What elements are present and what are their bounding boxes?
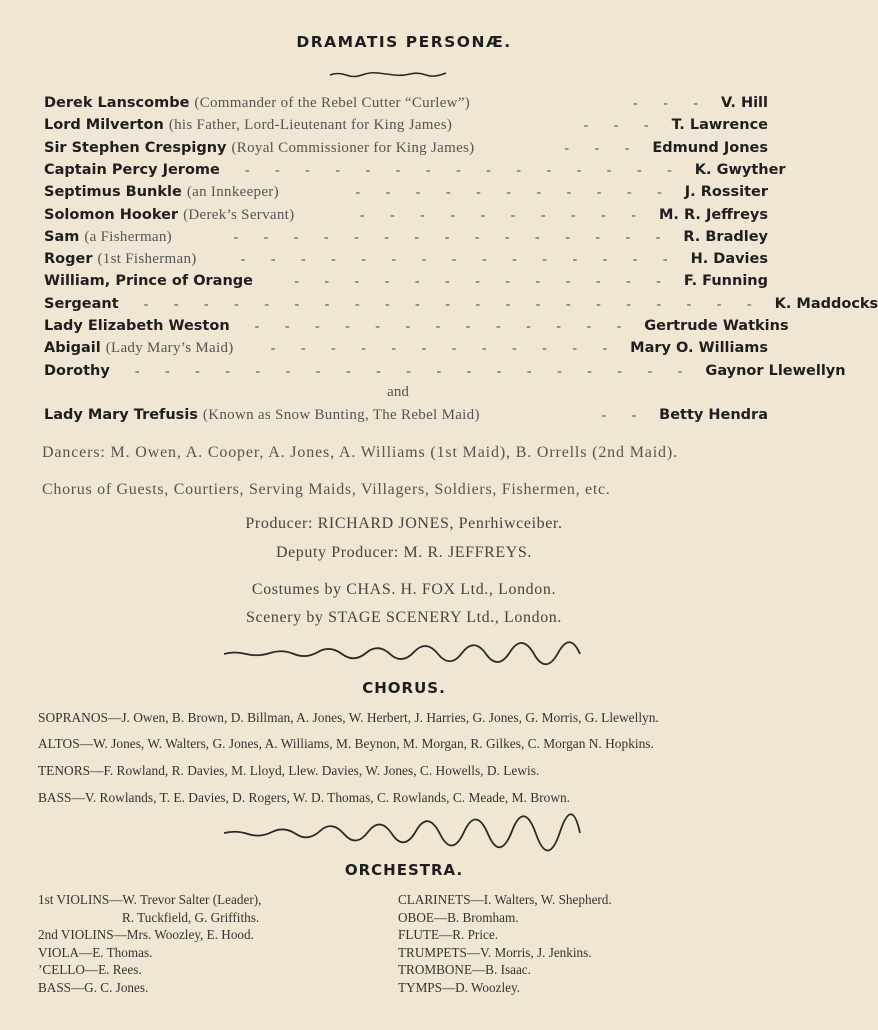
actor-name: Gaynor Llewellyn <box>705 362 846 379</box>
role-name: William, Prince of Orange <box>44 273 253 290</box>
actor-name: M. R. Jeffreys <box>658 206 768 223</box>
cast-row <box>44 140 768 162</box>
orchestra-line: ’CELLO—E. Rees. <box>38 962 142 978</box>
scenery-credit: Scenery by STAGE SCENERY Ltd., London. <box>245 609 563 626</box>
orchestra-left-column <box>38 891 261 997</box>
and-text: and <box>387 384 409 400</box>
dash-leader: - - - - - - - - - - - - - - - - - - - <box>134 363 694 379</box>
actor-name: J. Rossiter <box>684 184 768 201</box>
actor-name: K. Gwyther <box>694 161 786 178</box>
role-name: Septimus Bunkle <box>44 184 182 201</box>
dash-leader: - - - - - - - - - - - - - - - <box>233 229 672 245</box>
cast-row <box>44 229 768 251</box>
orchestra-heading: ORCHESTRA. <box>344 861 464 879</box>
role-description: (1st Fisherman) <box>97 251 197 268</box>
dash-leader: - - - - - - - - - - - - - <box>294 274 672 290</box>
ornament-divider-top <box>328 70 448 78</box>
role-name: Solomon Hooker <box>44 206 179 223</box>
role-name: Sergeant <box>44 295 119 312</box>
cast-row <box>44 207 768 229</box>
role-name: Derek Lanscombe <box>44 95 190 111</box>
role-name: Dorothy <box>44 362 110 379</box>
role-description: (Lady Mary’s Maid) <box>105 340 234 357</box>
orchestra-right-column <box>398 891 612 997</box>
actor-name: R. Bradley <box>683 228 768 245</box>
dash-leader: - - <box>601 408 648 423</box>
actor-name: F. Funning <box>683 273 768 290</box>
dash-leader: - - - - - - - - - - - - <box>270 341 619 357</box>
dancers-line: Dancers: M. Owen, A. Cooper, A. Jones, A. Williams (1st Maid), B. Orrells (2nd Maid). <box>42 444 678 461</box>
dash-leader: - - - <box>564 140 641 156</box>
producer-credit: Producer: RICHARD JONES, Penrhiwceiber. <box>245 515 563 532</box>
role-description: (Royal Commissioner for King James) <box>231 139 475 156</box>
bass-line: BASS—V. Rowlands, T. E. Davies, D. Rogers, W. D. Thomas, C. Rowlands, C. Meade, M. Brown. <box>38 790 571 805</box>
ornament-divider-middle <box>222 648 582 658</box>
actor-name: K. Maddocks <box>774 295 878 312</box>
cast-row <box>44 161 786 184</box>
cast-row <box>44 251 768 273</box>
orchestra-line: R. Tuckfield, G. Griffiths. <box>122 909 260 925</box>
dash-leader: - - - - - - - - - - - <box>355 185 673 201</box>
role-description: (his Father, Lord-Lieutenant for King James) <box>168 117 453 134</box>
cast-row <box>44 273 768 295</box>
actor-name: Mary O. Williams <box>630 340 768 357</box>
dash-leader: - - - - - - - - - - - - - - - <box>240 252 679 268</box>
orchestra-line: OBOE—B. Bromham. <box>398 909 519 925</box>
role-name: Lady Elizabeth Weston <box>44 318 230 334</box>
dash-leader: - - - - - - - - - - - - - - - - - - - - - <box>143 296 763 312</box>
role-description: (a Fisherman) <box>84 228 172 245</box>
orchestra-line: TROMBONE—B. Isaac. <box>398 962 531 978</box>
role-name: Captain Percy Jerome <box>44 161 220 178</box>
actor-name: Edmund Jones <box>652 139 768 156</box>
deputy-producer-credit: Deputy Producer: M. R. JEFFREYS. <box>275 544 533 561</box>
orchestra-line: VIOLA—E. Thomas. <box>38 944 153 960</box>
cast-row <box>44 318 789 340</box>
dash-leader: - - - <box>583 118 660 134</box>
role-name: Lord Milverton <box>44 117 164 134</box>
actor-name: H. Davies <box>690 251 768 268</box>
role-description: (Known as Snow Bunting, The Rebel Maid) <box>202 407 480 423</box>
orchestra-line: 1st VIOLINS—W. Trevor Salter (Leader), <box>38 892 262 907</box>
role-name: Lady Mary Trefusis <box>44 407 198 423</box>
lead-cast-row <box>44 407 768 429</box>
costumes-credit: Costumes by CHAS. H. FOX Ltd., London. <box>251 581 557 598</box>
cast-row <box>44 117 768 139</box>
dash-leader: - - - <box>633 96 710 111</box>
cast-row <box>44 340 768 362</box>
dash-leader: - - - - - - - - - - <box>359 207 647 223</box>
actor-name: T. Lawrence <box>671 117 768 134</box>
chorus-of-line: Chorus of Guests, Courtiers, Serving Maids, Villagers, Soldiers, Fishermen, etc. <box>42 481 611 498</box>
orchestra-line: BASS—G. C. Jones. <box>38 979 149 995</box>
sopranos-line: SOPRANOS—J. Owen, B. Brown, D. Billman, A. Jones, W. Herbert, J. Harries, G. Jones, G. Morris, G. Llewellyn. <box>38 710 659 725</box>
cast-row <box>44 95 768 117</box>
actor-name: V. Hill <box>721 95 768 111</box>
role-description: (Derek’s Servant) <box>183 206 295 223</box>
altos-line: ALTOS—W. Jones, W. Walters, G. Jones, A. Williams, M. Beynon, M. Morgan, R. Gilkes, C. Morgan N. Hopkins. <box>38 736 654 751</box>
role-description: (an Innkeeper) <box>186 184 279 201</box>
page-title: DRAMATIS PERSONÆ. <box>296 33 512 51</box>
chorus-heading: CHORUS. <box>362 679 446 697</box>
tenors-line: TENORS—F. Rowland, R. Davies, M. Lloyd, Llew. Davies, W. Jones, C. Howells, D. Lewis. <box>38 763 540 778</box>
role-name: Sir Stephen Crespigny <box>44 139 227 156</box>
cast-row <box>44 362 846 385</box>
dash-leader: - - - - - - - - - - - - - <box>254 319 633 334</box>
orchestra-line: TRUMPETS—V. Morris, J. Jenkins. <box>398 944 592 960</box>
role-name: Abigail <box>44 340 101 357</box>
cast-row <box>44 184 768 206</box>
actor-name: Gertrude Watkins <box>644 318 789 334</box>
cast-row <box>44 295 878 318</box>
role-name: Sam <box>44 228 80 245</box>
orchestra-line: CLARINETS—I. Walters, W. Shepherd. <box>398 892 612 907</box>
orchestra-line: FLUTE—R. Price. <box>398 927 498 943</box>
role-description: (Commander of the Rebel Cutter “Curlew”) <box>194 95 471 111</box>
orchestra-line: TYMPS—D. Woozley. <box>398 979 521 995</box>
actor-name: Betty Hendra <box>659 407 768 423</box>
orchestra-line: 2nd VIOLINS—Mrs. Woozley, E. Hood. <box>38 927 254 943</box>
dash-leader: - - - - - - - - - - - - - - - <box>244 162 683 178</box>
role-name: Roger <box>44 251 93 268</box>
ornament-divider-bottom <box>222 828 582 838</box>
